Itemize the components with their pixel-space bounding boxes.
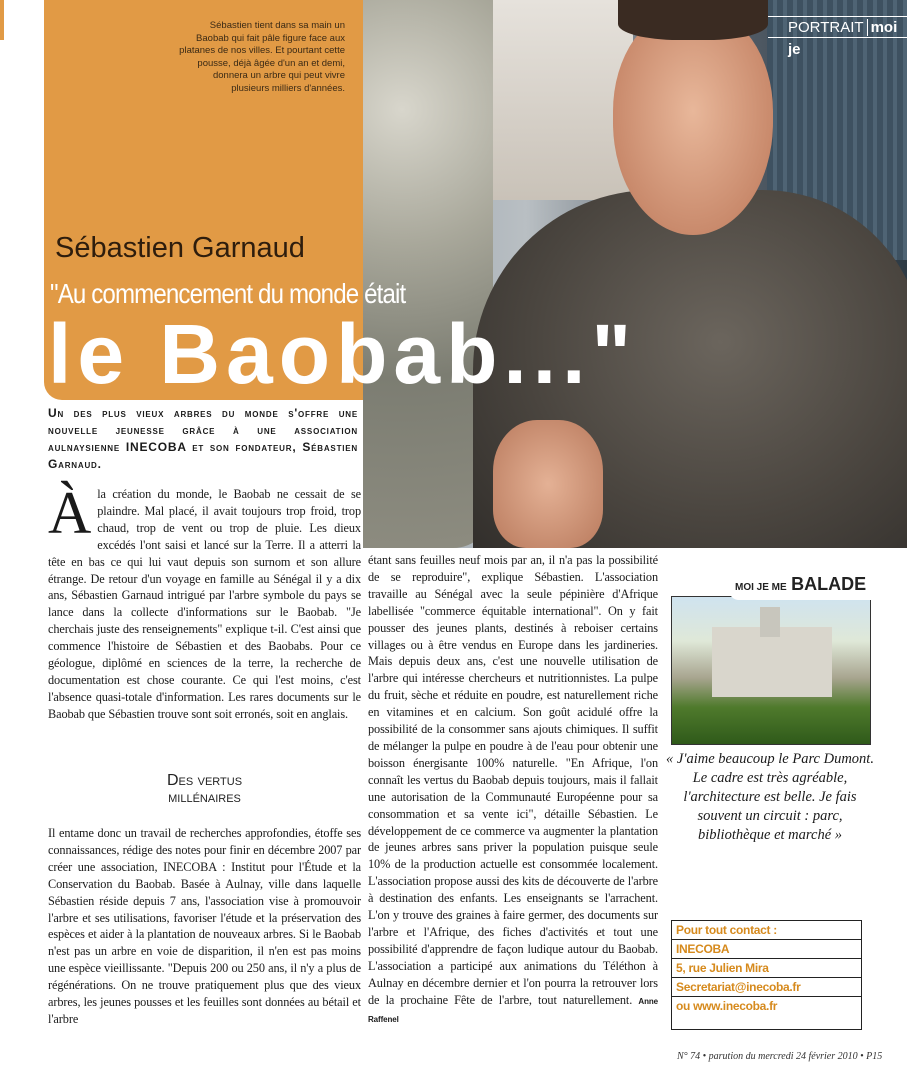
photo-tower [760,607,780,637]
balade-heading-big: BALADE [791,574,867,594]
paragraph-2: Il entame donc un travail de recherches approfondies, étoffe ses connaissances, rédige des notes pour finir en décembre 2007 par créer une association, INECOBA : Institut pour l'Étude et la Conservation du Baobab. Basée à Aulnay, ville dans laquelle Sébastien réside depuis 7 ans, l'association vise à promouvoir l'arbre et ses utilisations, favoriser l'étude et la préservation des espèces et aider à la plantation de nouveaux arbres. Si le Baobab n'est pas un arbre en voie de disparition, il n'en est pas moins une espèce vieillissante. "Depuis 200 ou 250 ans, il n'y a plus de régénérations. On ne trouve pratiquement plus que des vieux arbres, les jeunes pousses et les feuilles sont données au bétail et l'arbre [48,826,361,1026]
contact-organisation: INECOBA [672,940,861,959]
rubric-section: PORTRAIT [788,19,864,36]
section-rubric [768,16,907,58]
contact-address: 5, rue Julien Mira [672,959,861,978]
headline-line-1: "Au commencement du monde était [50,278,406,309]
photo-man-hair [618,0,768,40]
lead-paragraph: Un des plus vieux arbres du monde s'offre une nouvelle jeunesse grâce à une association aulnaysienne INECOBA et son fondateur, Sébastien Garnaud. [48,406,358,471]
photo-caption: Sébastien tient dans sa main un Baobab qui fait pâle figure face aux platanes de nos villes. Et pourtant cette pousse, déjà âgée d'un an et demi, donnera un arbre qui peut vivre plusieurs milliers d'années. [179,20,345,94]
body-column-1 [48,480,361,723]
article-subject-name: Sébastien Garnaud [55,232,305,264]
drop-cap: À [48,480,92,546]
photo-chateau [712,627,832,697]
subheading-line-2: millénaires [168,789,241,806]
photo-hand-with-baobab [493,420,603,548]
page-edge-marker [0,0,4,40]
headline-line-2: le Baobab..." [48,307,638,401]
subheading [48,772,361,806]
contact-email[interactable]: Secretariat@inecoba.fr [672,978,861,997]
page-footer: N° 74 • parution du mercredi 24 février 2010 • P15 [677,1051,883,1062]
contact-title: Pour tout contact : [672,921,861,940]
portrait-photo [363,0,907,548]
photo-man-face [613,10,773,235]
author-signature: Anne Raffenel [368,996,658,1025]
paragraph-1: la création du monde, le Baobab ne cessait de se plaindre. Mal placé, il avait toujours trop froid, trop chaud, trop de vent ou trop de pluie. Les dieux excédés l'ont saisi et lancé sur la Terre. Il a atterri la tête en bas ce qui lui vaut depuis son surnom et son allure étrange. De retour d'un voyage en famille au Sénégal il y a dix ans, Sébastien Garnaud intrigué par l'arbre symbole du pays se lance dans la collecte d'informations sur le Baobab. "Je cherchais juste des renseignements" explique t-il. C'est ainsi que commence l'histoire de Sébastien et des Baobabs. Pour ce géologue, diplômé en sciences de la terre, la recherche de documentation est chose courante. Ce qui l'est moins, c'est l'absence quasi-totale d'information. Les rares documents sur le Baobab que Sébastien trouve sont soit erronés, soit en anglais. [48,487,361,721]
parc-dumont-photo [671,596,871,745]
subheading-line-1: Des vertus [166,772,243,789]
contact-box [671,920,862,1030]
balade-heading [729,572,872,600]
photo-building [473,0,633,200]
sidebar-quote: « J'aime beaucoup le Parc Dumont. Le cadre est très agréable, l'architecture est belle. Je fais souvent un circuit : parc, bibliothèque et marché » [666,751,874,843]
paragraph-3: étant sans feuilles neuf mois par an, il n'a pas la possibilité de se reproduire", explique Sébastien. L'association travaille au Sénégal avec la seule pépinière d'Afrique labellisée "commerce équitable international". On y fait pousser des jeunes plants, destinés à reboiser certains villages ou à être vendus en Europe dans les jardineries. Mais depuis deux ans, c'est une nouvelle utilisation de l'arbre qui intéresse chercheurs et nutritionnistes. La pulpe du fruit, sèche et réduite en poudre, est naturellement riche en vitamines et en calcium. Son goût acidulé offre la possibilité de la consommer sans ajouts chimiques. Il suffit de mélanger la pulpe en poudre à de l'eau pour obtenir une boisson énergisante 100% naturelle. "En Afrique, l'on connaît les vertus du Baobab depuis toujours, mais il fallait une autorisation de la Communauté Européenne pour sa consommation et sa vente ici", détaille Sébastien. Le développement de ce commerce va augmenter la plantation de jeunes arbres sans priver la population puisque seule 10% de la production actuelle est consommée localement. L'association propose aussi des kits de découverte de l'arbre à destination des enfants. Les enseignants se l'arrachent. L'on y trouve des graines à faire germer, des documents sur l'arbre et l'Afrique, des fiches d'activités et tout une possibilité d'apprendre de façon ludique autour du Baobab. L'association a participé aux animations du Téléthon à Aulnay en décembre dernier et l'on pourra la retrouver lors de la prochaine Fête de l'arbre, tout naturellement. [368,553,658,1007]
rubric-brand: moi je [788,19,898,58]
balade-heading-small: MOI JE ME [735,582,787,593]
body-column-2 [368,552,658,1029]
contact-website[interactable]: ou www.inecoba.fr [676,999,778,1013]
